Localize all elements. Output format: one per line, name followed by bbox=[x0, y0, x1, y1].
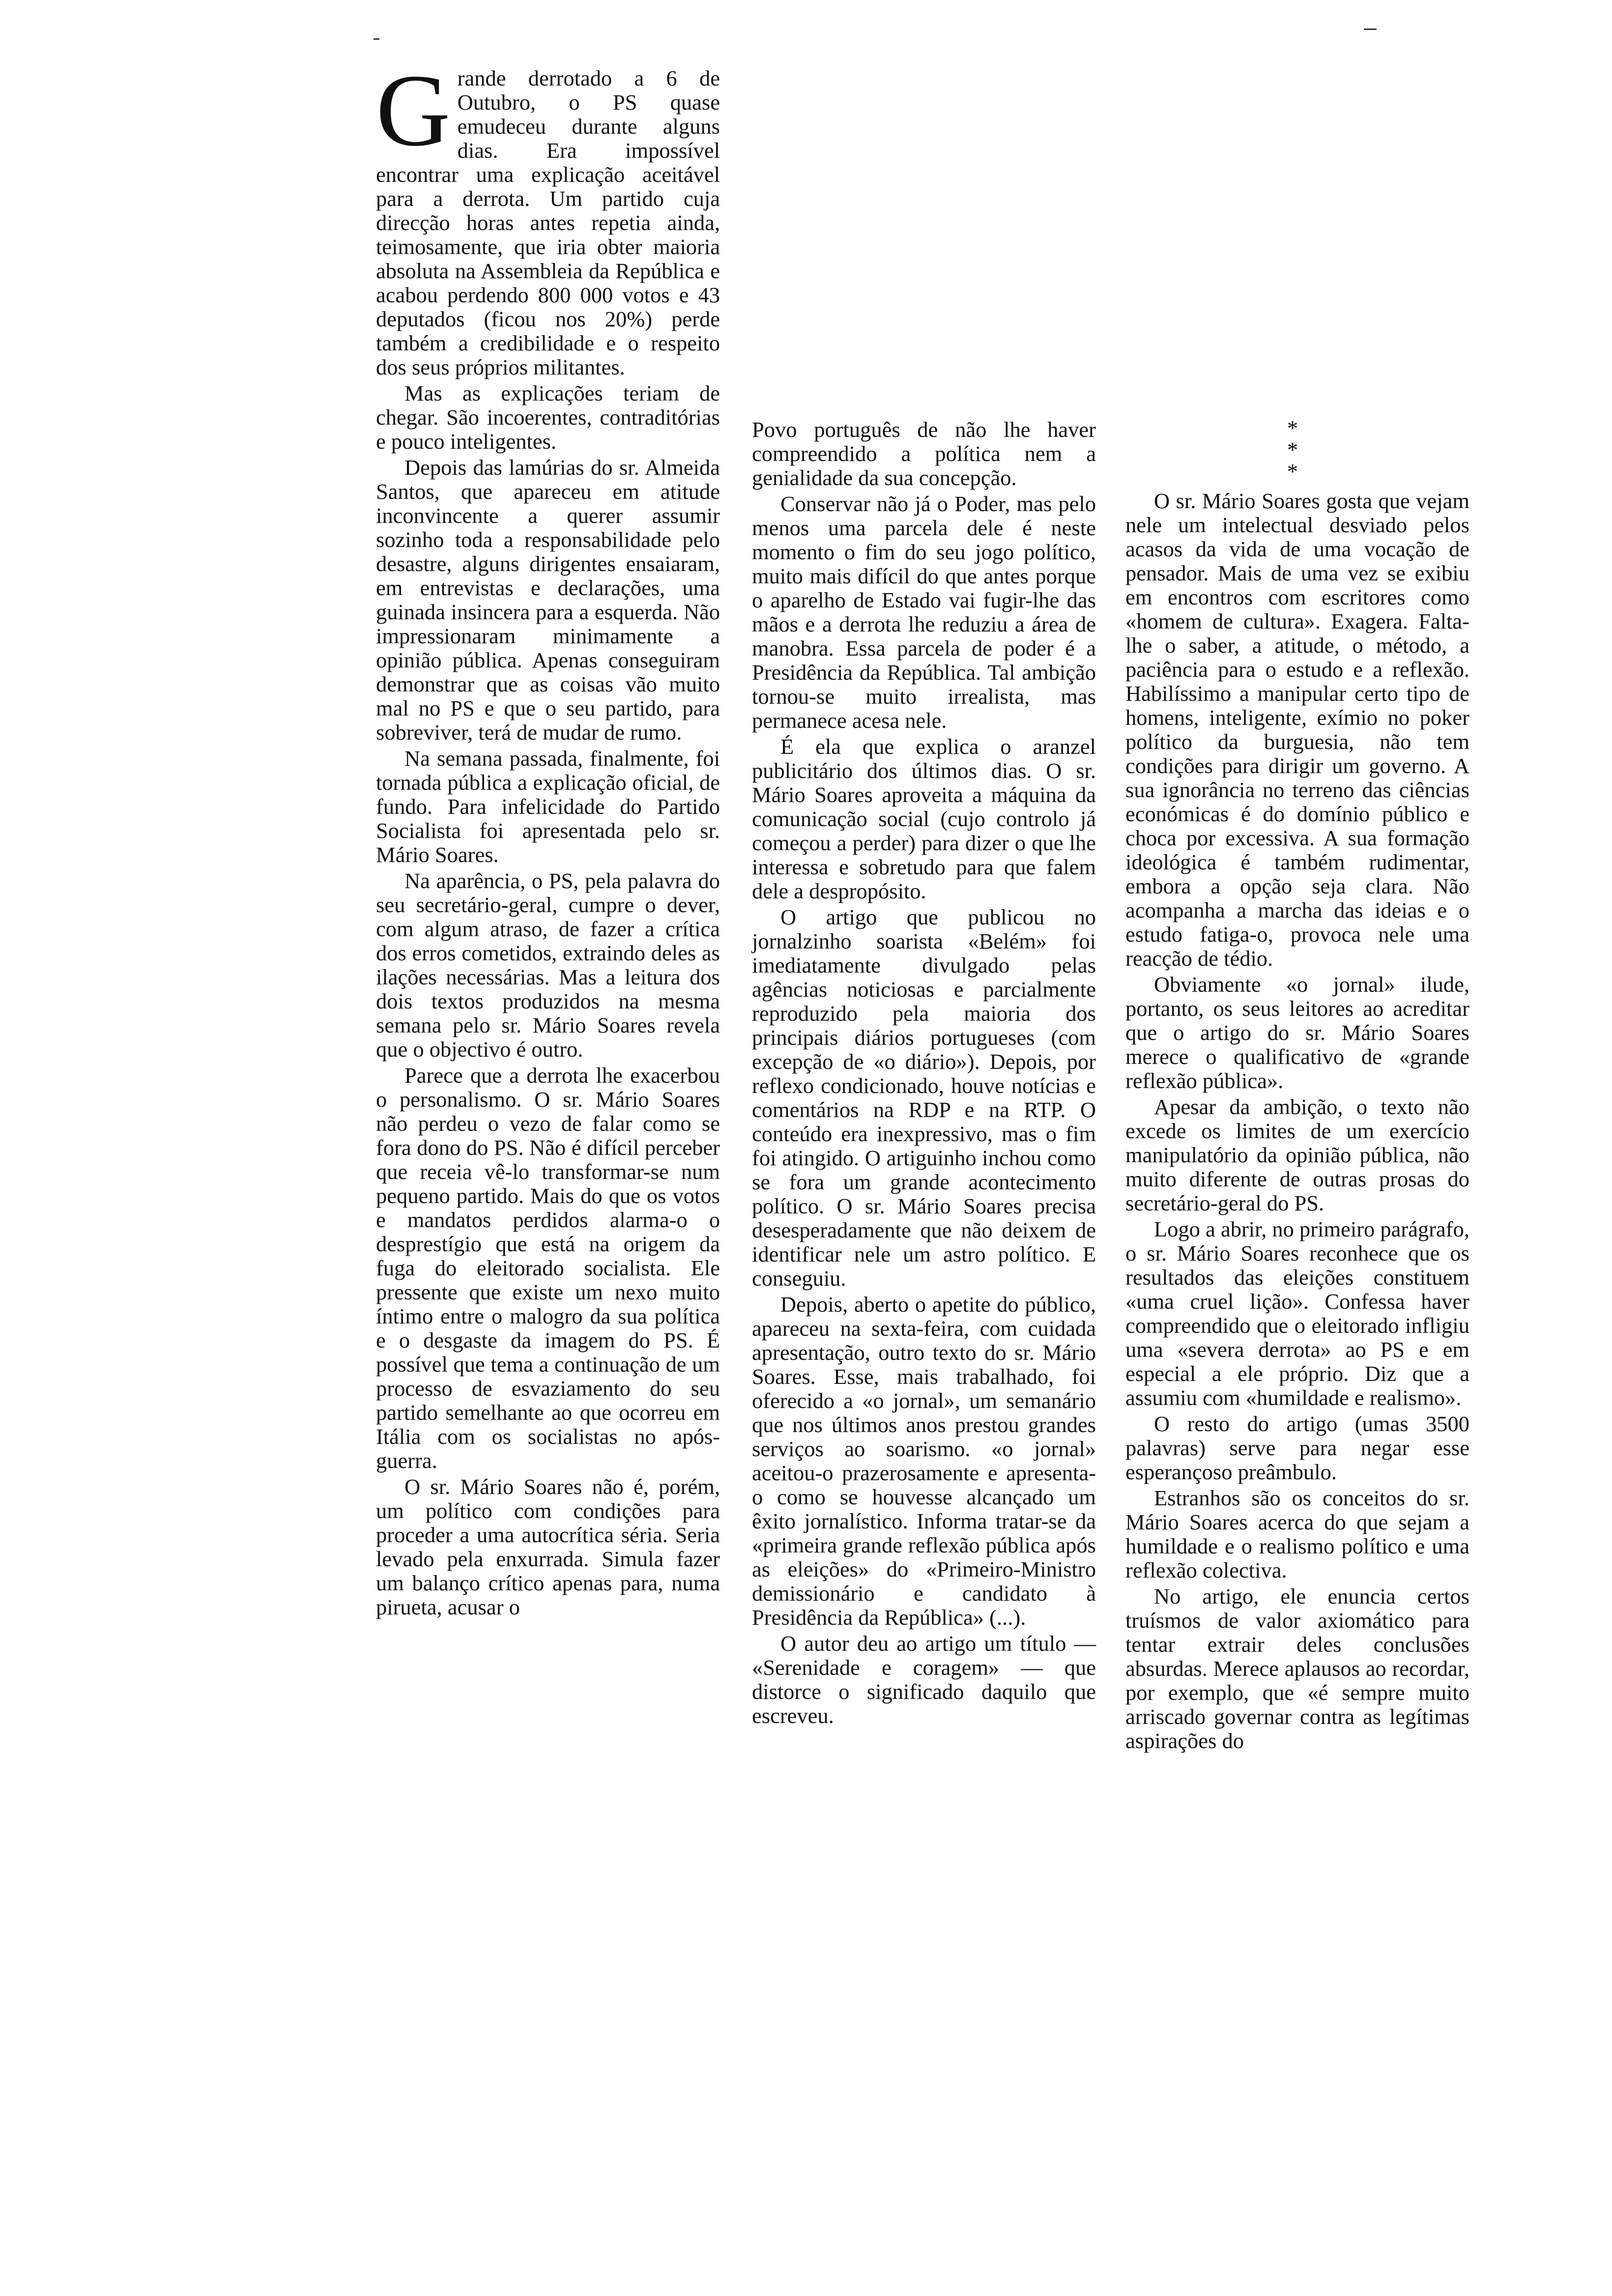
article-paragraph bbox=[376, 54, 720, 379]
drop-cap: G bbox=[376, 54, 451, 168]
section-separator-asterisks bbox=[1243, 416, 1342, 484]
paragraph-text: rande derrotado a 6 de Outubro, o PS quase emudeceu durante alguns dias. Era impossível encontrar uma explicação aceitável para a derrota. Um partido cuja direcção horas antes repetia ainda, teimosamente, que iria obter maioria absoluta na Assembleia da República e acabou perdendo 800 000 votos e 43 deputados (ficou nos 20%) perde também a credibilidade e o respeito dos seus próprios militantes. bbox=[376, 66, 720, 379]
article-paragraph: Obviamente «o jornal» ilude, portanto, os seus leitores ao acreditar que o artigo do sr. Mário Soares merece o qualificativo de «grande reflexão pública». bbox=[1125, 972, 1469, 1093]
article-paragraph: Estranhos são os conceitos do sr. Mário Soares acerca do que sejam a humildade e o realismo político e uma reflexão colectiva. bbox=[1125, 1486, 1469, 1582]
article-paragraph: Na semana passada, finalmente, foi tornada pública a explicação oficial, de fundo. Para infelicidade do Partido Socialista foi apresentada pelo sr. Mário Soares. bbox=[376, 746, 720, 867]
article-paragraph: Parece que a derrota lhe exacerbou o personalismo. O sr. Mário Soares não perdeu o vezo de falar como se fora dono do PS. Não é difícil perceber que receia vê-lo transformar-se num pequeno partido. Mais do que os votos e mandatos perdidos alarma-o o desprestígio que está na origem da fuga do eleitorado socialista. Ele pressente que existe um nexo muito íntimo entre o malogro da sua política e o desgaste da imagem do PS. É possível que tema a continuação de um processo de esvaziamento do seu partido semelhante ao que ocorreu em Itália com os socialistas no após-guerra. bbox=[376, 1063, 720, 1473]
article-paragraph: No artigo, ele enuncia certos truísmos de valor axiomático para tentar extrair deles conclusões absurdas. Merece aplausos ao recordar, por exemplo, que «é sempre muito arriscado governar contra as legítimas aspirações do bbox=[1125, 1584, 1469, 1753]
article-paragraph: Mas as explicações teriam de chegar. São incoerentes, contraditórias e pouco inteligentes. bbox=[376, 381, 720, 454]
article-column-3 bbox=[1125, 489, 1469, 1753]
article-paragraph: Na aparência, o PS, pela palavra do seu secretário-geral, cumpre o dever, com algum atraso, de fazer a crítica dos erros cometidos, extraindo deles as ilações necessárias. Mas a leitura dos dois textos produzidos na mesma semana pelo sr. Mário Soares revela que o objectivo é outro. bbox=[376, 868, 720, 1062]
article-column-2 bbox=[752, 418, 1096, 1728]
article-paragraph: O autor deu ao artigo um título — «Serenidade e coragem» — que distorce o significado daquilo que escreveu. bbox=[752, 1631, 1096, 1728]
scan-mark-top-right bbox=[1364, 29, 1377, 30]
article-column-1 bbox=[376, 54, 720, 1619]
article-paragraph: O sr. Mário Soares gosta que vejam nele um intelectual desviado pelos acasos da vida de uma vocação de pensador. Mais de uma vez se exibiu em encontros com escritores como «homem de cultura». Exagera. Falta-lhe o saber, a atitude, o método, a paciência para o estudo e a reflexão. Habilíssimo a manipular certo tipo de homens, inteligente, exímio no poker político da burguesia, não tem condições para dirigir um governo. A sua ignorância no terreno das ciências económicas é do domínio público e choca por excessiva. A sua formação ideológica é também rudimentar, embora a opção seja clara. Não acompanha a marcha das ideias e o estudo fatiga-o, provoca nele uma reacção de tédio. bbox=[1125, 488, 1469, 971]
article-paragraph: É ela que explica o aranzel publicitário dos últimos dias. O sr. Mário Soares aproveita a máquina da comunicação social (cujo controlo já começou a perder) para dizer o que lhe interessa e sobretudo para que falem dele a despropósito. bbox=[752, 734, 1096, 903]
article-paragraph: Logo a abrir, no primeiro parágrafo, o sr. Mário Soares reconhece que os resultados das eleições constituem «uma cruel lição». Confessa haver compreendido que o eleitorado infligiu uma «severa derrota» ao PS e em especial a ele próprio. Diz que a assumiu com «humildade e realismo». bbox=[1125, 1217, 1469, 1410]
article-paragraph: Apesar da ambição, o texto não excede os limites de um exercício manipulatório da opinião pública, não muito diferente de outras prosas do secretário-geral do PS. bbox=[1125, 1094, 1469, 1215]
scan-mark-top-left bbox=[374, 38, 379, 40]
article-paragraph: Povo português de não lhe haver compreendido a política nem a genialidade da sua concepção. bbox=[752, 417, 1096, 490]
separator-line-1: * bbox=[1287, 416, 1298, 440]
article-paragraph: O resto do artigo (umas 3500 palavras) serve para negar esse esperançoso preâmbulo. bbox=[1125, 1411, 1469, 1484]
article-paragraph: O sr. Mário Soares não é, porém, um político com condições para proceder a uma autocrítica séria. Seria levado pela enxurrada. Simula fazer um balanço crítico apenas para, numa pirueta, acusar o bbox=[376, 1474, 720, 1619]
article-paragraph: Depois das lamúrias do sr. Almeida Santos, que apareceu em atitude inconvincente a querer assumir sozinho toda a responsabilidade pelo desastre, alguns dirigentes ensaiaram, em entrevistas e declarações, uma guinada insincera para a esquerda. Não impressionaram minimamente a opinião pública. Apenas conseguiram demonstrar que as coisas vão muito mal no PS e que o seu partido, para sobreviver, terá de mudar de rumo. bbox=[376, 455, 720, 745]
article-paragraph: O artigo que publicou no jornalzinho soarista «Belém» foi imediatamente divulgado pelas agências noticiosas e parcialmente reproduzido pela maioria dos principais diários portugueses (com excepção de «o diário»). Depois, por reflexo condicionado, houve notícias e comentários na RDP e na RTP. O conteúdo era inexpressivo, mas o fim foi atingido. O artiguinho inchou como se fora um grande acontecimento político. O sr. Mário Soares precisa desesperadamente que não deixem de identificar nele um astro político. E conseguiu. bbox=[752, 905, 1096, 1291]
separator-line-2: * * bbox=[1287, 438, 1320, 484]
article-paragraph: Depois, aberto o apetite do público, apareceu na sexta-feira, com cuidada apresentação, outro texto do sr. Mário Soares. Esse, mais trabalhado, foi oferecido a «o jornal», um semanário que nos últimos anos prestou grandes serviços ao soarismo. «o jornal» aceitou-o prazerosamente e apresenta-o como se houvesse alcançado um êxito jornalístico. Informa tratar-se da «primeira grande reflexão pública após as eleições» do «Primeiro-Ministro demissionário e candidato à Presidência da República» (...). bbox=[752, 1292, 1096, 1630]
article-paragraph: Conservar não já o Poder, mas pelo menos uma parcela dele é neste momento o fim do seu jogo político, muito mais difícil do que antes porque o aparelho de Estado vai fugir-lhe das mãos e a derrota lhe reduziu a área de manobra. Essa parcela de poder é a Presidência da República. Tal ambição tornou-se muito irrealista, mas permanece acesa nele. bbox=[752, 491, 1096, 733]
